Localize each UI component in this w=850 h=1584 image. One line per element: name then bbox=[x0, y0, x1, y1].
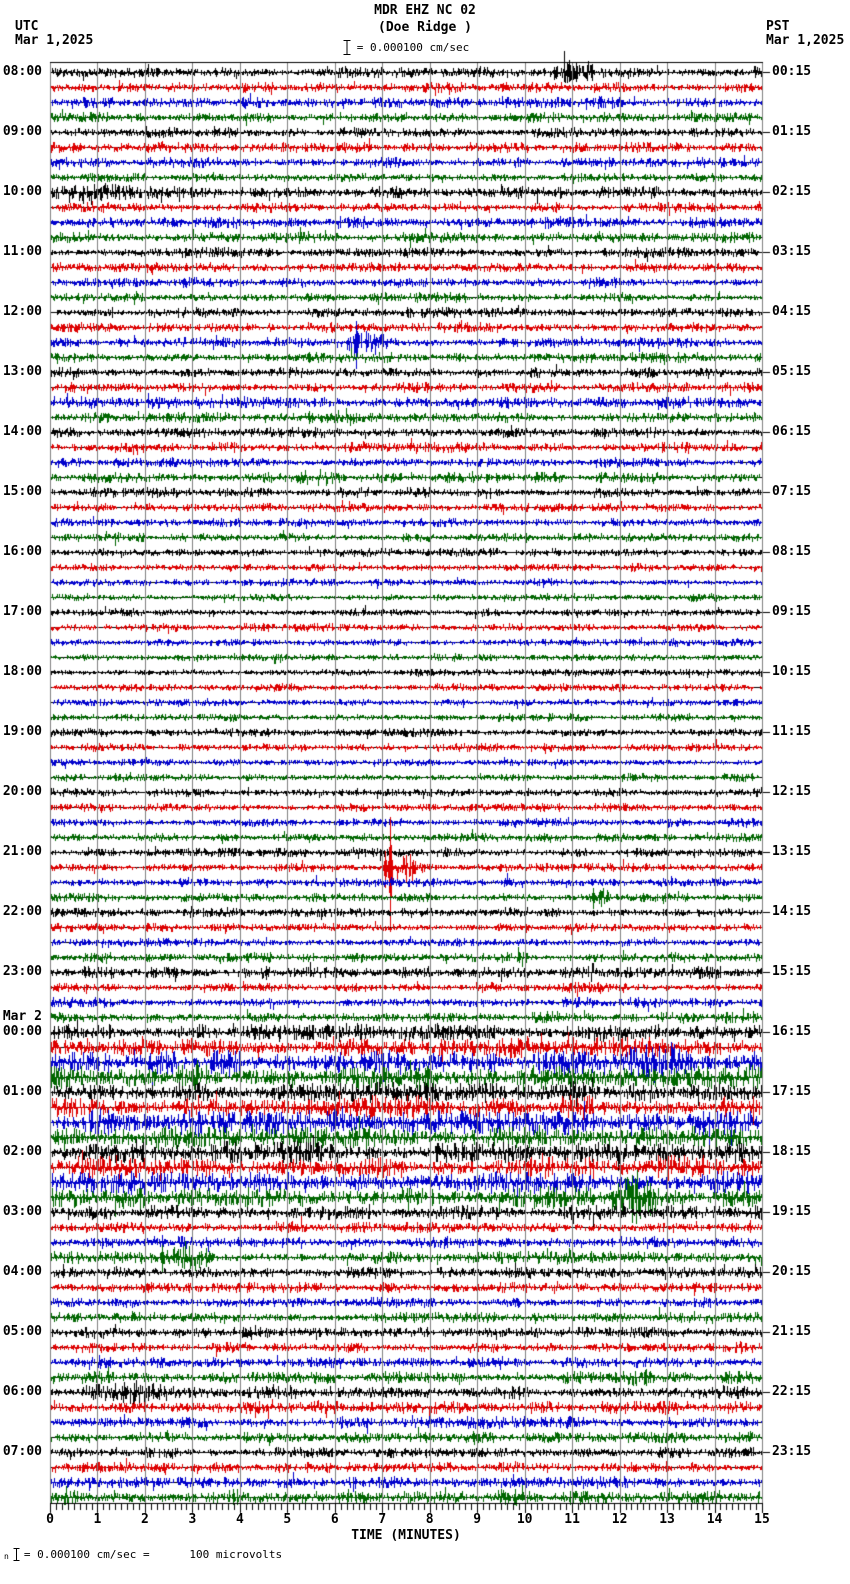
x-tick-label: 4 bbox=[235, 1512, 244, 1527]
x-tick-label: 3 bbox=[188, 1512, 197, 1527]
pst-timezone-label: PST bbox=[766, 19, 790, 34]
x-tick-label: 1 bbox=[93, 1512, 102, 1527]
utc-hour-label: 16:00 bbox=[2, 544, 42, 559]
pst-hour-label: 21:15 bbox=[772, 1324, 812, 1339]
pst-hour-label: 12:15 bbox=[772, 784, 812, 799]
pst-hour-label: 16:15 bbox=[772, 1024, 812, 1039]
utc-hour-label: 22:00 bbox=[2, 904, 42, 919]
pst-hour-label: 06:15 bbox=[772, 424, 812, 439]
utc-hour-label: 00:00 bbox=[2, 1024, 42, 1039]
utc-hour-label: 10:00 bbox=[2, 184, 42, 199]
utc-hour-label: 02:00 bbox=[2, 1144, 42, 1159]
utc-hour-label: 20:00 bbox=[2, 784, 42, 799]
utc-hour-label: 03:00 bbox=[2, 1204, 42, 1219]
x-tick-label: 7 bbox=[378, 1512, 387, 1527]
station-location: (Doe Ridge ) bbox=[378, 20, 472, 35]
date-rollover-label: Mar 2 bbox=[2, 1009, 42, 1024]
utc-hour-label: 12:00 bbox=[2, 304, 42, 319]
utc-hour-label: 09:00 bbox=[2, 124, 42, 139]
pst-hour-label: 11:15 bbox=[772, 724, 812, 739]
utc-hour-label: 05:00 bbox=[2, 1324, 42, 1339]
pst-date-label: Mar 1,2025 bbox=[766, 33, 845, 48]
x-tick-label: 8 bbox=[425, 1512, 434, 1527]
pst-hour-label: 13:15 bbox=[772, 844, 812, 859]
pst-hour-label: 17:15 bbox=[772, 1084, 812, 1099]
x-tick-label: 5 bbox=[283, 1512, 292, 1527]
pst-hour-label: 07:15 bbox=[772, 484, 812, 499]
x-tick-label: 2 bbox=[141, 1512, 149, 1527]
x-tick-label: 13 bbox=[659, 1512, 675, 1527]
pst-hour-label: 15:15 bbox=[772, 964, 812, 979]
scale-label: = 0.000100 cm/sec bbox=[356, 41, 470, 54]
x-tick-label: 12 bbox=[611, 1512, 628, 1527]
footer-prefix: n bbox=[4, 1552, 9, 1561]
utc-timezone-label: UTC bbox=[15, 19, 39, 34]
pst-hour-label: 00:15 bbox=[772, 64, 812, 79]
station-title: MDR EHZ NC 02 bbox=[374, 3, 476, 18]
utc-hour-label: 14:00 bbox=[2, 424, 42, 439]
footer-scale-note bbox=[4, 1548, 282, 1561]
footer-scale-text: = 0.000100 cm/sec = 100 microvolts bbox=[23, 1548, 283, 1561]
utc-hour-label: 17:00 bbox=[2, 604, 42, 619]
scale-bar-icon bbox=[343, 40, 351, 55]
x-tick-label: 9 bbox=[473, 1512, 482, 1527]
utc-hour-label: 21:00 bbox=[2, 844, 42, 859]
utc-hour-label: 08:00 bbox=[2, 64, 42, 79]
pst-hour-label: 23:15 bbox=[772, 1444, 812, 1459]
pst-hour-label: 22:15 bbox=[772, 1384, 812, 1399]
pst-hour-label: 08:15 bbox=[772, 544, 812, 559]
utc-hour-label: 23:00 bbox=[2, 964, 42, 979]
x-tick-label: 11 bbox=[564, 1512, 580, 1527]
utc-hour-label: 15:00 bbox=[2, 484, 42, 499]
pst-hour-label: 03:15 bbox=[772, 244, 812, 259]
pst-hour-label: 14:15 bbox=[772, 904, 812, 919]
x-tick-label: 10 bbox=[516, 1512, 533, 1527]
utc-hour-label: 19:00 bbox=[2, 724, 42, 739]
utc-hour-label: 07:00 bbox=[2, 1444, 42, 1459]
pst-hour-label: 05:15 bbox=[772, 364, 812, 379]
pst-hour-label: 10:15 bbox=[772, 664, 812, 679]
title-block bbox=[0, 3, 850, 35]
footer-scale-bar-icon bbox=[13, 1548, 20, 1561]
utc-hour-label: 13:00 bbox=[2, 364, 42, 379]
pst-hour-label: 04:15 bbox=[772, 304, 812, 319]
utc-hour-label: 11:00 bbox=[2, 244, 42, 259]
x-axis-title: TIME (MINUTES) bbox=[351, 1528, 461, 1543]
utc-hour-label: 18:00 bbox=[2, 664, 42, 679]
scale-indicator bbox=[50, 40, 762, 55]
pst-hour-label: 02:15 bbox=[772, 184, 812, 199]
utc-date-label: Mar 1,2025 bbox=[15, 33, 94, 48]
utc-hour-label: 06:00 bbox=[2, 1384, 42, 1399]
x-tick-label: 15 bbox=[754, 1512, 770, 1527]
pst-hour-label: 20:15 bbox=[772, 1264, 812, 1279]
utc-hour-label: 01:00 bbox=[2, 1084, 42, 1099]
pst-hour-label: 18:15 bbox=[772, 1144, 812, 1159]
pst-hour-label: 19:15 bbox=[772, 1204, 812, 1219]
x-tick-label: 6 bbox=[330, 1512, 339, 1527]
x-tick-label: 0 bbox=[46, 1512, 54, 1527]
x-tick-label: 14 bbox=[706, 1512, 723, 1527]
utc-hour-label: 04:00 bbox=[2, 1264, 42, 1279]
pst-hour-label: 09:15 bbox=[772, 604, 812, 619]
pst-hour-label: 01:15 bbox=[772, 124, 812, 139]
